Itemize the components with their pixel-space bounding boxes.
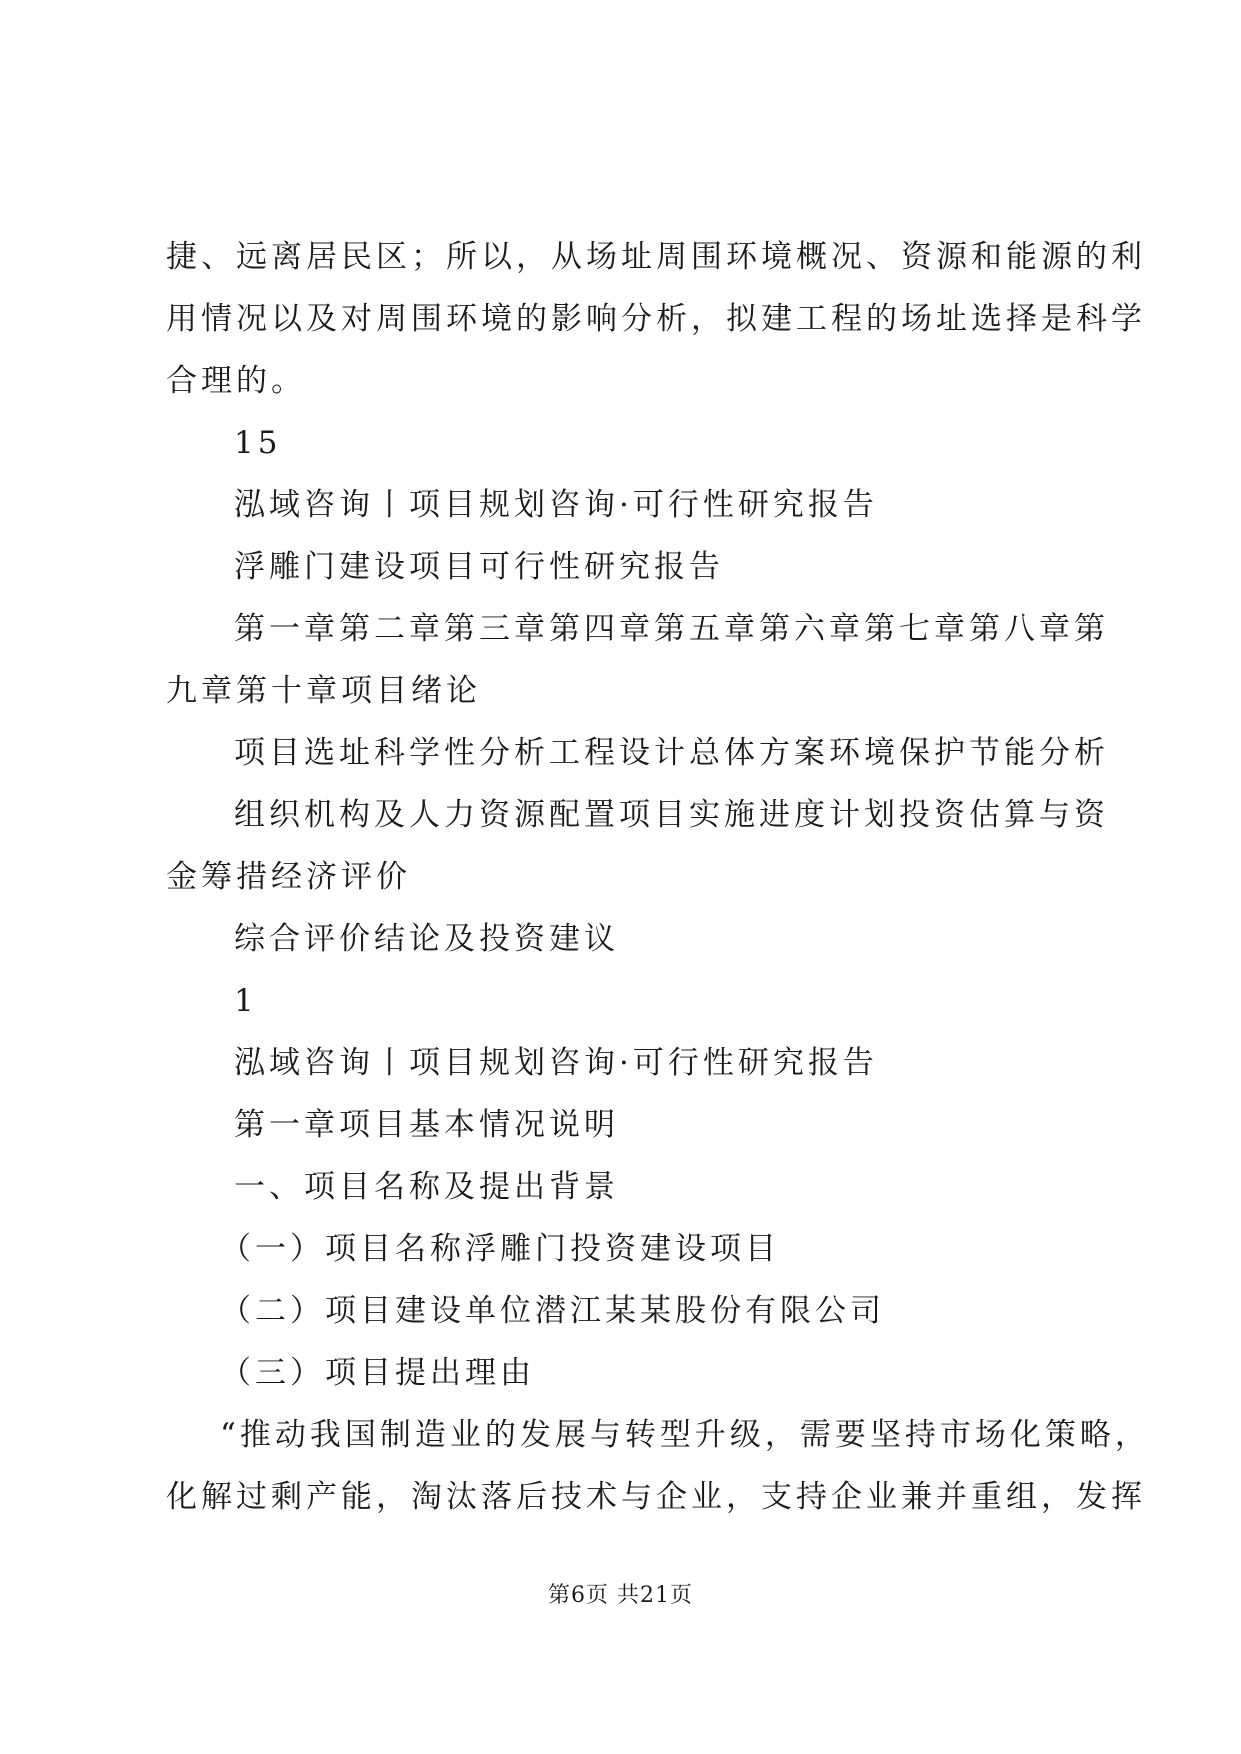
toc-chapters: 第一章第二章第三章第四章第五章第六章第七章第八章第 — [234, 611, 1109, 647]
toc-chapters: 九章第十章项目绪论 — [166, 673, 481, 709]
document-title: 浮雕门建设项目可行性研究报告 — [234, 549, 724, 585]
toc-titles: 组织机构及人力资源配置项目实施进度计划投资估算与资 — [234, 797, 1109, 833]
running-header: 泓域咨询丨项目规划咨询·可行性研究报告 — [234, 1045, 878, 1081]
page-footer: 第6页 共21页 — [548, 1583, 693, 1608]
subsection-heading: （二）项目建设单位潜江某某股份有限公司 — [220, 1293, 885, 1329]
body-paragraph: 用情况以及对周围环境的影响分析，拟建工程的场址选择是科学 — [166, 301, 1146, 337]
subsection-heading: （一）项目名称浮雕门投资建设项目 — [220, 1231, 780, 1267]
toc-titles: 综合评价结论及投资建议 — [234, 921, 619, 957]
toc-titles: 金筹措经济评价 — [166, 859, 411, 895]
toc-titles: 项目选址科学性分析工程设计总体方案环境保护节能分析 — [234, 735, 1109, 771]
chapter-heading: 第一章项目基本情况说明 — [234, 1107, 619, 1143]
body-paragraph: 合理的。 — [166, 363, 306, 399]
running-header: 泓域咨询丨项目规划咨询·可行性研究报告 — [234, 487, 878, 523]
subsection-heading: （三）项目提出理由 — [220, 1355, 535, 1391]
page-number-inline: 15 — [234, 425, 282, 461]
page-number-inline: 1 — [234, 983, 258, 1019]
body-paragraph: 化解过剩产能，淘汰落后技术与企业，支持企业兼并重组，发挥 — [166, 1479, 1146, 1515]
section-heading: 一、项目名称及提出背景 — [234, 1169, 619, 1205]
body-paragraph: “推动我国制造业的发展与转型升级，需要坚持市场化策略， — [220, 1417, 1150, 1453]
body-paragraph: 捷、远离居民区；所以，从场址周围环境概况、资源和能源的利 — [166, 239, 1146, 275]
